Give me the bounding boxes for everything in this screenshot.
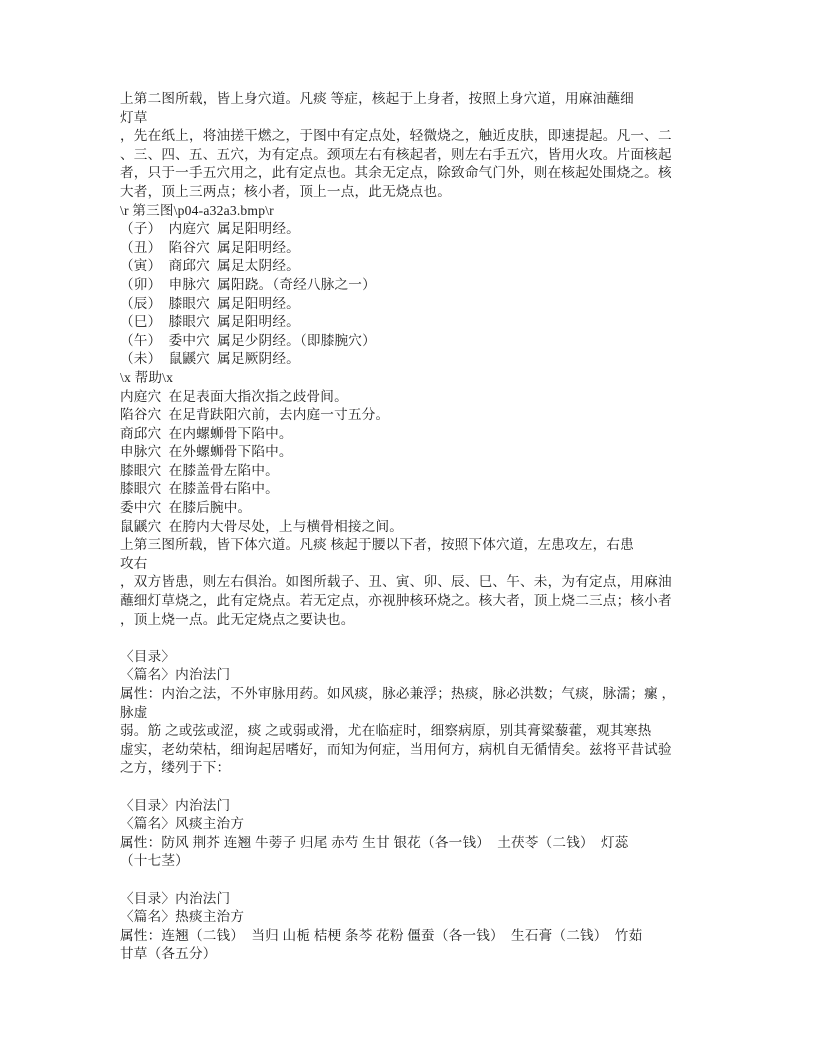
text-line: 上第二图所载，皆上身穴道。凡痰 等症，核起于上身者，按照上身穴道，用麻油蘸细 bbox=[120, 91, 634, 106]
text-line: （丑） 陷谷穴 属足阳明经。 bbox=[120, 239, 300, 255]
text-line: ，顶上烧一点。此无定烧点之要诀也。 bbox=[120, 611, 355, 627]
blank-line bbox=[120, 778, 706, 797]
text-line: ，双方皆患，则左右俱治。如图所载子、丑、寅、卯、辰、巳、午、未，为有定点，用麻油 bbox=[120, 574, 672, 590]
text-line: 委中穴 在膝后腕中。 bbox=[120, 500, 252, 516]
text-line: 鼠鼷穴 在胯内大骨尽处，上与横骨相接之间。 bbox=[120, 518, 404, 534]
text-line: 属性：内治之法，不外审脉用药。如风痰，脉必兼浮；热痰，脉必洪数；气痰，脉濡；瘰 ， bbox=[120, 686, 676, 701]
text-line: 脉虚 bbox=[120, 704, 148, 720]
text-line: （辰） 膝眼穴 属足阳明经。 bbox=[120, 295, 300, 311]
text-line: 者，只于一手五穴用之，此有定点也。其余无定点，除致命气门外，则在核起处围烧之。核 bbox=[120, 165, 672, 181]
text-line: 大者，顶上三两点；核小者，顶上一点，此无烧点也。 bbox=[120, 183, 452, 199]
text-line: （子） 内庭穴 属足阳明经。 bbox=[120, 221, 300, 237]
text-line: （午） 委中穴 属足少阴经。（即膝腕穴） bbox=[120, 332, 376, 348]
blank-line bbox=[120, 629, 706, 648]
text-line: 〈篇名〉内治法门 bbox=[120, 667, 231, 683]
text-line: 膝眼穴 在膝盖骨右陷中。 bbox=[120, 481, 279, 497]
text-line: 内庭穴 在足表面大指次指之歧骨间。 bbox=[120, 388, 348, 404]
text-body bbox=[120, 90, 706, 964]
text-line: \r 第三图\p04-a32a3.bmp\r bbox=[120, 202, 274, 218]
text-line: \x 帮助\x bbox=[120, 369, 174, 385]
text-line: 〈目录〉内治法门 bbox=[120, 890, 231, 906]
text-line: （未） 鼠鼷穴 属足厥阴经。 bbox=[120, 351, 300, 367]
text-line: 膝眼穴 在膝盖骨左陷中。 bbox=[120, 462, 279, 478]
text-line: 、三、四、五、五穴，为有定点。颈项左右有核起者，则左右手五穴，皆用火攻。片面核起 bbox=[120, 146, 672, 162]
text-line: 灯草 bbox=[120, 109, 148, 125]
text-line: （寅） 商邱穴 属足太阴经。 bbox=[120, 258, 300, 274]
text-line: （十七茎） bbox=[120, 853, 189, 869]
blank-line bbox=[120, 871, 706, 890]
text-line: 〈篇名〉风痰主治方 bbox=[120, 816, 245, 832]
text-line: 〈目录〉内治法门 bbox=[120, 797, 231, 813]
text-line: 上第三图所载，皆下体穴道。凡痰 核起于腰以下者，按照下体穴道，左患攻左，右患 bbox=[120, 537, 634, 553]
text-line: 属性：防风 荆芥 连翘 牛蒡子 归尾 赤芍 生甘 银花（各一钱） 土茯苓（二钱） 灯蕊 bbox=[120, 834, 629, 850]
text-line: （巳） 膝眼穴 属足阳明经。 bbox=[120, 314, 300, 330]
text-line: 陷谷穴 在足背趺阳穴前，去内庭一寸五分。 bbox=[120, 407, 390, 423]
text-line: 攻右 bbox=[120, 555, 148, 571]
text-line: 弱。筋 之或弦或涩，痰 之或弱或滑，尤在临症时，细察病原，别其膏粱藜藿，观其寒热 bbox=[120, 723, 652, 739]
text-line: 〈篇名〉热痰主治方 bbox=[120, 909, 245, 925]
text-line: （卯） 申脉穴 属阳跷。（奇经八脉之一） bbox=[120, 276, 376, 292]
text-line: 之方，缕列于下： bbox=[120, 760, 231, 776]
text-line: 商邱穴 在内螺蛳骨下陷中。 bbox=[120, 425, 293, 441]
text-line: 甘草（各五分） bbox=[120, 946, 217, 962]
text-line: ，先在纸上，将油搓干燃之，于图中有定点处，轻微烧之，触近皮肤，即速提起。凡一、二 bbox=[120, 128, 672, 144]
text-line: 虚实，老幼荣枯，细询起居嗜好，而知为何症，当用何方，病机自无循情矣。兹将平昔试验 bbox=[120, 741, 672, 757]
text-line: 属性：连翘（二钱） 当归 山栀 桔梗 条芩 花粉 僵蚕（各一钱） 生石膏（二钱） 竹茹 bbox=[120, 927, 643, 943]
text-line: 申脉穴 在外螺蛳骨下陷中。 bbox=[120, 444, 293, 460]
text-line: 〈目录〉 bbox=[120, 648, 176, 664]
text-line: 蘸细灯草烧之，此有定烧点。若无定点，亦视肿核环烧之。核大者，顶上烧二三点；核小者 bbox=[120, 593, 672, 609]
